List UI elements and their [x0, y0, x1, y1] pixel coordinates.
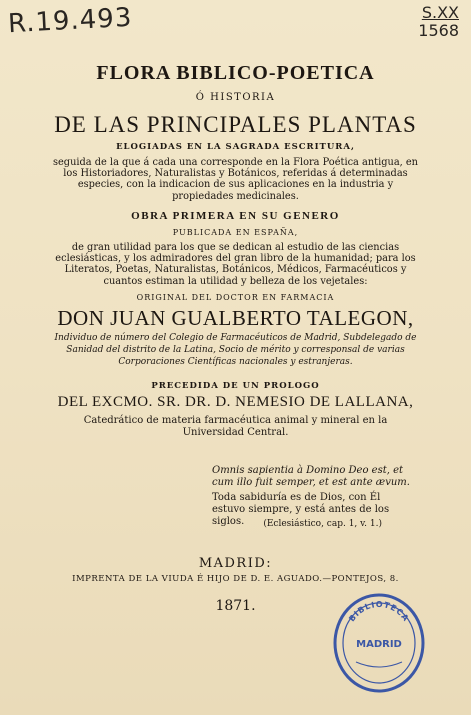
author-credentials: Individuo de número del Colegio de Farmacéuticos de Madrid, Subdelegado de Sanidad del distrito de la Latina, Socio de mérito y corresponsal de varias Corporaciones Científicas nacionales y estranjeras. — [54, 333, 417, 367]
description-paragraph: seguida de la que á cada una corresponde en la Flora Poética antigua, en los Historiadores, Naturalistas y Botánicos, referidas á determinadas especies, con la indicacion de sus aplicaciones en la industria y propiedades medicinales. — [52, 157, 418, 202]
handwritten-shelfmark: R.19.493 — [7, 2, 134, 40]
audience-paragraph: de gran utilidad para los que se dedican al estudio de las ciencias eclesiásticas, y los admiradores del gran libro de la humanidad; para los Literatos, Poetas, Naturalistas, Botánicos, Médicos, Farmacéuticos y cuantos estiman la utilidad y belleza de los vejetales: — [55, 242, 416, 287]
genre-line: OBRA PRIMERA EN SU GENERO — [131, 210, 340, 222]
epigraph-latin: Omnis sapientia à Domino Deo est, et cum illo fuit semper, et est ante ævum. — [212, 465, 410, 488]
original-del-label: ORIGINAL DEL DOCTOR EN FARMACIA — [136, 293, 335, 302]
imprint-city: MADRID: — [198, 556, 273, 571]
subtitle-qualifier: ELOGIADAS EN LA SAGRADA ESCRITURA, — [116, 142, 355, 152]
imprint-year: 1871. — [215, 598, 256, 614]
prologue-author: DEL EXCMO. SR. DR. D. NEMESIO DE LALLANA, — [57, 394, 414, 410]
author-name: DON JUAN GUALBERTO TALEGON, — [57, 306, 414, 330]
svg-text:BIBLIOTECA — [347, 600, 411, 623]
library-stamp — [330, 590, 428, 696]
main-title: FLORA BIBLICO-POETICA — [96, 62, 375, 84]
epigraph-spanish: Toda sabiduría es de Dios, con Él estuvo siempre, y está antes de los siglos. — [212, 492, 390, 527]
published-in: PUBLICADA EN ESPAÑA, — [172, 228, 299, 237]
call-number-top: S.XX — [421, 3, 459, 22]
handwritten-call-number — [379, 4, 459, 40]
prologue-author-role: Catedrático de materia farmacéutica animal y mineral en la Universidad Central. — [83, 415, 388, 438]
stamp-center-text: MADRID — [356, 639, 402, 650]
epigraph-source: (Eclesiástico, cap. 1, v. 1.) — [263, 519, 382, 529]
call-number-bottom: 1568 — [418, 21, 459, 40]
subtitle: DE LAS PRINCIPALES PLANTAS — [54, 112, 417, 137]
title-connector: Ó HISTORIA — [195, 92, 276, 103]
prologue-label: PRECEDIDA DE UN PROLOGO — [151, 381, 320, 391]
imprint-press: IMPRENTA DE LA VIUDA É HIJO DE D. E. AGUADO.—PONTEJOS, 8. — [72, 574, 399, 584]
stamp-top-text: BIBLIOTECA — [347, 599, 411, 624]
